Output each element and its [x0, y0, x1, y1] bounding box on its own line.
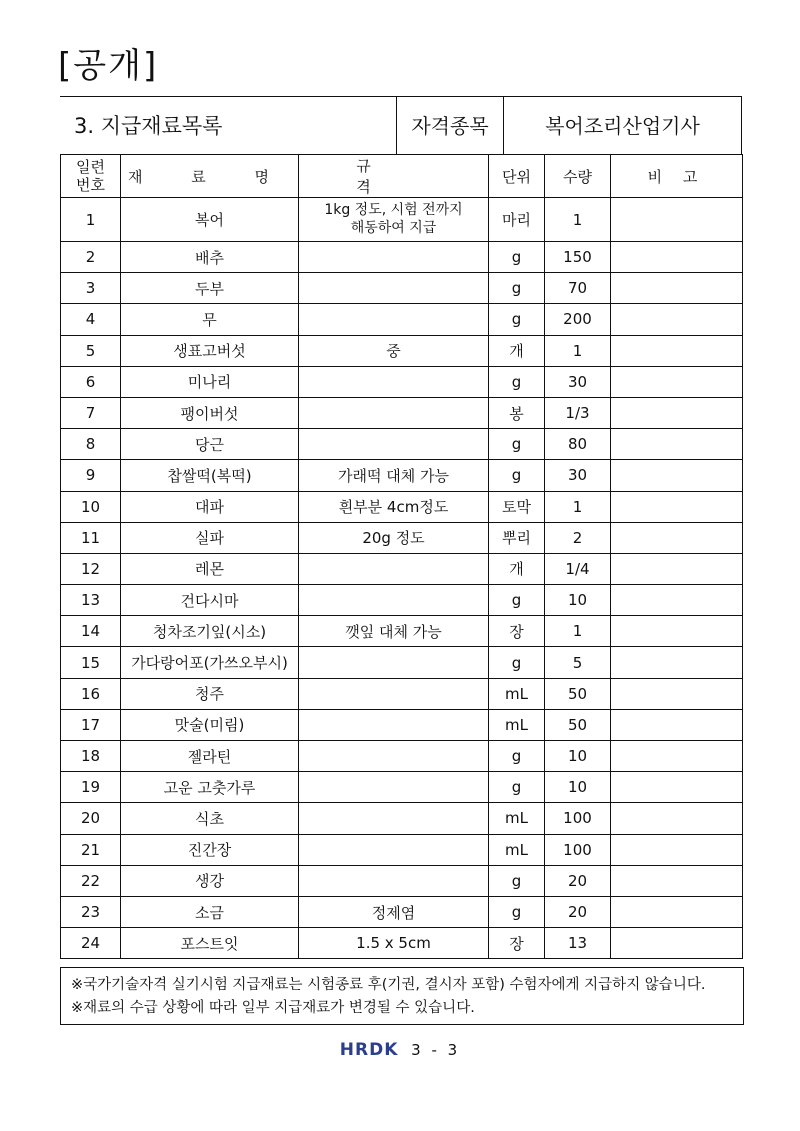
cell-unit: g: [489, 242, 545, 273]
cell-name: 레몬: [121, 553, 299, 584]
cell-note: [611, 553, 743, 584]
cell-no: 1: [61, 198, 121, 242]
cell-no: 24: [61, 928, 121, 959]
cell-name: 실파: [121, 522, 299, 553]
cell-qty: 10: [545, 772, 611, 803]
table-row: [61, 491, 743, 522]
cell-name: 가다랑어포(가쓰오부시): [121, 647, 299, 678]
cell-unit: 개: [489, 335, 545, 366]
cell-spec: 가래떡 대체 가능: [299, 460, 489, 491]
document-label: [공개]: [58, 46, 159, 86]
cell-unit: mL: [489, 709, 545, 740]
cell-no: 17: [61, 709, 121, 740]
cell-qty: 1: [545, 491, 611, 522]
cell-unit: mL: [489, 678, 545, 709]
table-row: [61, 366, 743, 397]
cell-no: 8: [61, 429, 121, 460]
table-row: [61, 304, 743, 335]
cell-no: 10: [61, 491, 121, 522]
cell-no: 15: [61, 647, 121, 678]
cell-spec: [299, 366, 489, 397]
cell-spec: [299, 397, 489, 428]
table-row: [61, 865, 743, 896]
cell-unit: 마리: [489, 198, 545, 242]
cell-spec: [299, 429, 489, 460]
cell-spec: 깻잎 대체 가능: [299, 616, 489, 647]
cell-spec: [299, 585, 489, 616]
cell-note: [611, 585, 743, 616]
cell-unit: g: [489, 304, 545, 335]
cell-no: 3: [61, 273, 121, 304]
cell-note: [611, 397, 743, 428]
cell-spec: 1kg 정도, 시험 전까지 해동하여 지급: [299, 198, 489, 242]
cell-unit: 토막: [489, 491, 545, 522]
materials-table: [60, 154, 743, 959]
cell-no: 6: [61, 366, 121, 397]
cell-name: 복어: [121, 198, 299, 242]
cell-no: 2: [61, 242, 121, 273]
cell-unit: 장: [489, 928, 545, 959]
table-row: [61, 928, 743, 959]
cell-name: 소금: [121, 896, 299, 927]
cell-qty: 20: [545, 896, 611, 927]
column-header-note: [611, 155, 743, 198]
cell-name: 대파: [121, 491, 299, 522]
cell-name: 건다시마: [121, 585, 299, 616]
cell-spec: 정제염: [299, 896, 489, 927]
cell-note: [611, 616, 743, 647]
cell-note: [611, 366, 743, 397]
cell-no: 20: [61, 803, 121, 834]
cell-qty: 100: [545, 803, 611, 834]
cell-name: 팽이버섯: [121, 397, 299, 428]
cell-spec: [299, 709, 489, 740]
cell-note: [611, 928, 743, 959]
cell-unit: mL: [489, 834, 545, 865]
cell-qty: 80: [545, 429, 611, 460]
cell-spec: [299, 865, 489, 896]
table-row: [61, 397, 743, 428]
column-header-no: 일련 번호: [61, 155, 121, 198]
cell-no: 19: [61, 772, 121, 803]
cell-qty: 50: [545, 678, 611, 709]
cell-unit: g: [489, 896, 545, 927]
cell-unit: g: [489, 366, 545, 397]
cell-qty: 5: [545, 647, 611, 678]
cell-qty: 1/3: [545, 397, 611, 428]
cell-no: 22: [61, 865, 121, 896]
table-row: [61, 803, 743, 834]
cell-spec: [299, 772, 489, 803]
cell-qty: 1: [545, 616, 611, 647]
table-row: [61, 198, 743, 242]
cell-unit: 뿌리: [489, 522, 545, 553]
cell-spec: 20g 정도: [299, 522, 489, 553]
column-header-name-text: 재 료 명: [127, 167, 291, 186]
table-row: [61, 834, 743, 865]
cell-qty: 70: [545, 273, 611, 304]
cell-note: [611, 491, 743, 522]
cell-qty: 1: [545, 198, 611, 242]
cell-no: 23: [61, 896, 121, 927]
table-row: [61, 335, 743, 366]
cell-name: 생강: [121, 865, 299, 896]
cell-no: 12: [61, 553, 121, 584]
cell-unit: mL: [489, 803, 545, 834]
cell-note: [611, 741, 743, 772]
cell-name: 고운 고춧가루: [121, 772, 299, 803]
cell-unit: 봉: [489, 397, 545, 428]
section-title: 3. 지급재료목록: [74, 114, 223, 138]
page-footer: [0, 1040, 800, 1060]
cell-note: [611, 273, 743, 304]
cell-spec: [299, 678, 489, 709]
cell-name: 미나리: [121, 366, 299, 397]
cell-unit: g: [489, 460, 545, 491]
cell-note: [611, 335, 743, 366]
column-header-qty: 수량: [545, 155, 611, 198]
cell-qty: 2: [545, 522, 611, 553]
cell-spec: 흰부분 4cm정도: [299, 491, 489, 522]
cell-name: 배추: [121, 242, 299, 273]
cell-note: [611, 709, 743, 740]
cell-name: 청주: [121, 678, 299, 709]
cell-spec: [299, 803, 489, 834]
table-row: [61, 429, 743, 460]
table-row: [61, 553, 743, 584]
cell-note: [611, 198, 743, 242]
table-row: [61, 273, 743, 304]
cell-no: 18: [61, 741, 121, 772]
cell-qty: 20: [545, 865, 611, 896]
qualification-label: 자격종목: [396, 97, 504, 154]
cell-no: 5: [61, 335, 121, 366]
cell-note: [611, 896, 743, 927]
cell-name: 찹쌀떡(복떡): [121, 460, 299, 491]
cell-unit: 개: [489, 553, 545, 584]
cell-qty: 30: [545, 366, 611, 397]
cell-name: 생표고버섯: [121, 335, 299, 366]
cell-name: 청차조기잎(시소): [121, 616, 299, 647]
page-number: 3 - 3: [411, 1041, 461, 1059]
cell-no: 21: [61, 834, 121, 865]
cell-qty: 100: [545, 834, 611, 865]
cell-no: 16: [61, 678, 121, 709]
cell-spec: [299, 834, 489, 865]
cell-qty: 10: [545, 585, 611, 616]
cell-no: 14: [61, 616, 121, 647]
cell-note: [611, 429, 743, 460]
cell-note: [611, 865, 743, 896]
table-row: [61, 772, 743, 803]
header-bar: [60, 96, 742, 154]
cell-spec: [299, 553, 489, 584]
cell-spec: [299, 741, 489, 772]
table-header-row: [61, 155, 743, 198]
table-row: [61, 709, 743, 740]
table-row: [61, 616, 743, 647]
column-header-spec-text: 규 격: [356, 157, 431, 196]
column-header-name: [121, 155, 299, 198]
qualification-value: 복어조리산업기사: [504, 97, 742, 154]
cell-qty: 1: [545, 335, 611, 366]
cell-spec: [299, 242, 489, 273]
cell-note: [611, 772, 743, 803]
cell-qty: 150: [545, 242, 611, 273]
notice-line: ※국가기술자격 실기시험 지급재료는 시험종료 후(기권, 결시자 포함) 수험자에게 지급하지 않습니다.: [71, 977, 706, 993]
table-row: [61, 741, 743, 772]
cell-name: 젤라틴: [121, 741, 299, 772]
cell-spec: [299, 304, 489, 335]
cell-unit: g: [489, 647, 545, 678]
cell-qty: 13: [545, 928, 611, 959]
table-row: [61, 585, 743, 616]
cell-spec: [299, 273, 489, 304]
cell-note: [611, 647, 743, 678]
table-body: [61, 198, 743, 959]
cell-note: [611, 803, 743, 834]
cell-note: [611, 522, 743, 553]
table-row: [61, 460, 743, 491]
cell-qty: 1/4: [545, 553, 611, 584]
cell-no: 7: [61, 397, 121, 428]
cell-note: [611, 242, 743, 273]
column-header-unit: 단위: [489, 155, 545, 198]
cell-note: [611, 678, 743, 709]
cell-unit: g: [489, 429, 545, 460]
table-row: [61, 242, 743, 273]
cell-unit: g: [489, 865, 545, 896]
cell-name: 당근: [121, 429, 299, 460]
cell-no: 9: [61, 460, 121, 491]
notice-box: [60, 967, 744, 1025]
cell-name: 무: [121, 304, 299, 335]
column-header-note-text: 비 고: [647, 167, 706, 186]
column-header-spec: [299, 155, 489, 198]
table-row: [61, 896, 743, 927]
cell-spec: [299, 647, 489, 678]
cell-name: 두부: [121, 273, 299, 304]
cell-qty: 50: [545, 709, 611, 740]
hrdk-logo: HRDK: [339, 1040, 399, 1060]
table-row: [61, 522, 743, 553]
cell-unit: g: [489, 273, 545, 304]
cell-no: 11: [61, 522, 121, 553]
cell-unit: g: [489, 741, 545, 772]
cell-note: [611, 460, 743, 491]
cell-name: 진간장: [121, 834, 299, 865]
cell-qty: 30: [545, 460, 611, 491]
cell-unit: 장: [489, 616, 545, 647]
cell-name: 맛술(미림): [121, 709, 299, 740]
cell-unit: g: [489, 772, 545, 803]
table-row: [61, 678, 743, 709]
cell-note: [611, 834, 743, 865]
cell-note: [611, 304, 743, 335]
cell-qty: 10: [545, 741, 611, 772]
cell-name: 식초: [121, 803, 299, 834]
cell-name: 포스트잇: [121, 928, 299, 959]
cell-spec: 1.5 x 5cm: [299, 928, 489, 959]
notice-line: ※재료의 수급 상황에 따라 일부 지급재료가 변경될 수 있습니다.: [71, 1000, 475, 1016]
cell-qty: 200: [545, 304, 611, 335]
table-row: [61, 647, 743, 678]
cell-unit: g: [489, 585, 545, 616]
cell-spec: 중: [299, 335, 489, 366]
cell-no: 13: [61, 585, 121, 616]
cell-no: 4: [61, 304, 121, 335]
